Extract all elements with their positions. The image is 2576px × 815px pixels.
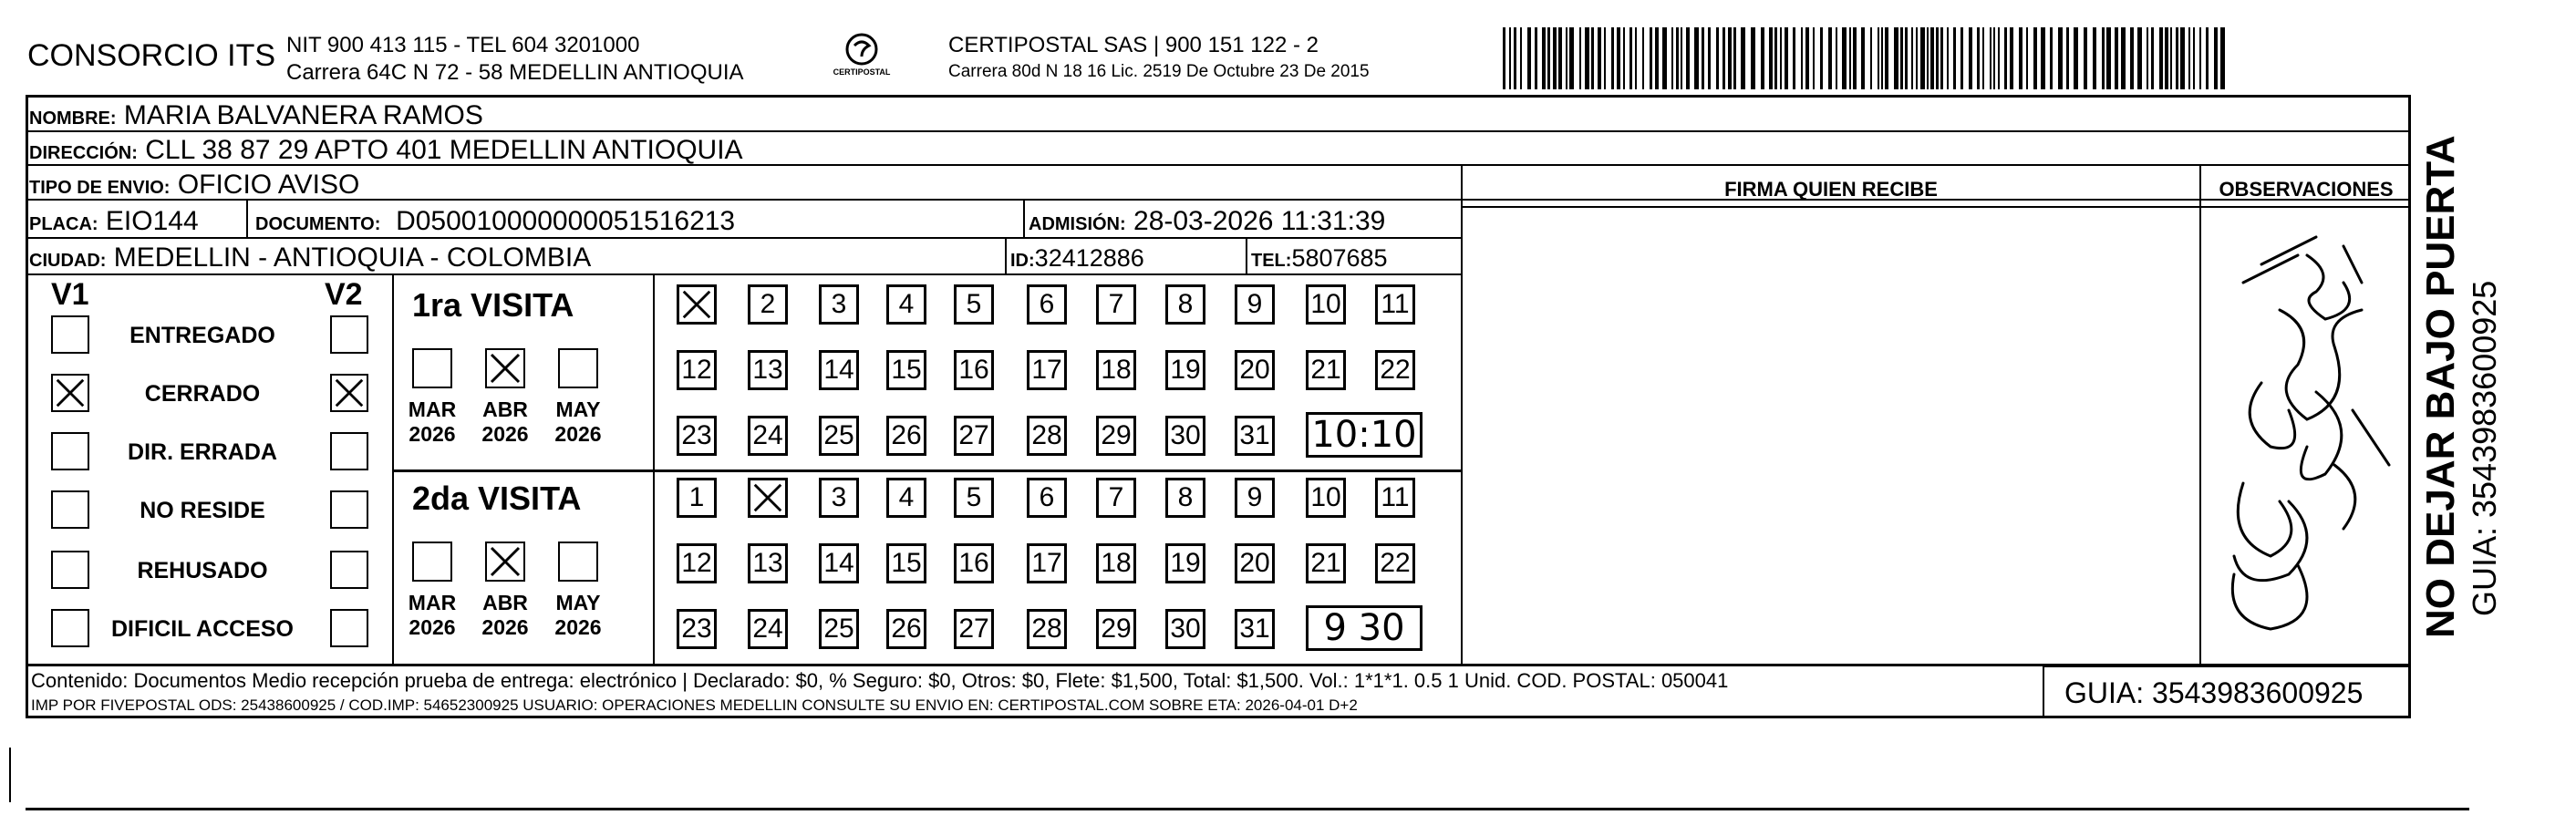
visit-title: 2da VISITA — [412, 480, 582, 517]
visit-month-label: MAY 2026 — [554, 591, 602, 639]
v2-checkbox-2[interactable] — [330, 374, 368, 412]
visit-day-box[interactable]: 12 — [677, 543, 717, 583]
visit-month-label: MAY 2026 — [554, 397, 602, 446]
visit-day-box[interactable]: 13 — [748, 543, 788, 583]
visit-day-box[interactable]: 29 — [1096, 416, 1136, 456]
id-row: ID:32412886 — [1010, 244, 1144, 272]
status-label: REHUSADO — [137, 558, 268, 583]
visit-day-box[interactable]: 8 — [1165, 284, 1205, 325]
visit-day-box[interactable]: 16 — [954, 350, 994, 390]
visit-day-box[interactable]: 24 — [748, 416, 788, 456]
visit-day-box[interactable]: 31 — [1235, 609, 1275, 649]
visit-day-box[interactable]: 11 — [1375, 478, 1415, 518]
tel-row: TEL:5807685 — [1251, 244, 1388, 272]
visit-day-box[interactable]: 28 — [1027, 609, 1067, 649]
carrier-name: CERTIPOSTAL SAS | 900 151 122 - 2 — [948, 33, 1319, 57]
v1-header: V1 — [51, 277, 89, 312]
visit-month-checkbox[interactable] — [485, 542, 525, 582]
company-address: Carrera 64C N 72 - 58 MEDELLIN ANTIOQUIA — [286, 60, 744, 85]
visit-day-box[interactable]: 6 — [1027, 284, 1067, 325]
visit-month-label: MAR 2026 — [408, 397, 457, 446]
visit-day-box[interactable]: 7 — [1096, 284, 1136, 325]
visit-day-box[interactable]: 17 — [1027, 350, 1067, 390]
visit-day-box[interactable]: 30 — [1165, 609, 1205, 649]
tipo-envio-row: TIPO DE ENVIO: OFICIO AVISO — [29, 170, 360, 200]
visit-day-box[interactable]: 14 — [819, 543, 859, 583]
status-label: NO RESIDE — [140, 498, 265, 523]
company-nit: NIT 900 413 115 - TEL 604 3201000 — [286, 33, 640, 57]
tel-value: 5807685 — [1291, 244, 1388, 272]
status-label: DIR. ERRADA — [128, 439, 277, 465]
v2-checkbox-3[interactable] — [330, 432, 368, 470]
carrier-address: Carrera 80d N 18 16 Lic. 2519 De Octubre 23 De 2015 — [948, 62, 1370, 81]
status-label: ENTREGADO — [129, 323, 275, 348]
visit-day-box[interactable]: 22 — [1375, 350, 1415, 390]
barcode — [1503, 27, 2225, 89]
guia-box-text: GUIA: 3543983600925 — [2064, 676, 2364, 709]
visit-day-box[interactable]: 18 — [1096, 543, 1136, 583]
visit-time-box[interactable]: 9 30 — [1306, 605, 1422, 651]
cut-line — [26, 808, 2469, 810]
visit-day-box[interactable]: 5 — [954, 284, 994, 325]
tipo-envio-value: OFICIO AVISO — [177, 170, 360, 200]
nombre-value: MARIA BALVANERA RAMOS — [123, 100, 483, 130]
ciudad-row: CIUDAD: MEDELLIN - ANTIOQUIA - COLOMBIA — [29, 242, 592, 273]
visit-day-box[interactable]: 3 — [819, 284, 859, 325]
visit-day-box[interactable]: 22 — [1375, 543, 1415, 583]
visit-day-box[interactable]: 14 — [819, 350, 859, 390]
v2-checkbox-1[interactable] — [330, 315, 368, 354]
visit-day-box[interactable]: 19 — [1165, 543, 1205, 583]
visit-day-box[interactable]: 3 — [819, 478, 859, 518]
visit-day-box[interactable]: 12 — [677, 350, 717, 390]
side-guia: GUIA: 3543983600925 — [2466, 280, 2503, 616]
observaciones-header: OBSERVACIONES — [2219, 178, 2394, 201]
footer-contenido: Contenido: Documentos Medio recepción prueba de entrega: electrónico | Declarado: $0, % Seguro: $0, Otros: $0, Flete: $1,500, Total: $1,500. Vol.: 1*1*1. 0.5 1 Unid. COD. POSTAL: 050041 — [31, 669, 1729, 692]
visit-day-box[interactable]: 21 — [1306, 543, 1346, 583]
visit-day-box[interactable]: 6 — [1027, 478, 1067, 518]
visit-day-box[interactable]: 4 — [886, 284, 926, 325]
visit-day-box[interactable]: 1 — [677, 478, 717, 518]
visit-day-box[interactable]: 25 — [819, 416, 859, 456]
visit-day-box[interactable]: 9 — [1235, 478, 1275, 518]
v1-checkbox-1[interactable] — [51, 315, 89, 354]
visit-day-box[interactable]: 13 — [748, 350, 788, 390]
v1-checkbox-5[interactable] — [51, 551, 89, 589]
visit-day-box[interactable]: 31 — [1235, 416, 1275, 456]
placa-value: EIO144 — [105, 206, 199, 236]
id-value: 32412886 — [1034, 244, 1144, 272]
visit-day-box[interactable]: 18 — [1096, 350, 1136, 390]
certipostal-logo: CERTIPOSTAL — [830, 29, 894, 84]
v1-checkbox-6[interactable] — [51, 609, 89, 647]
visit-day-box[interactable]: 24 — [748, 609, 788, 649]
visit-day-box[interactable]: 15 — [886, 543, 926, 583]
v2-checkbox-6[interactable] — [330, 609, 368, 647]
visit-title: 1ra VISITA — [412, 286, 574, 324]
visit-day-box[interactable]: 16 — [954, 543, 994, 583]
visit-day-box[interactable]: 27 — [954, 416, 994, 456]
visit-day-box[interactable]: 27 — [954, 609, 994, 649]
visit-day-box[interactable]: 4 — [886, 478, 926, 518]
visit-month-checkbox[interactable] — [558, 542, 598, 582]
v2-checkbox-5[interactable] — [330, 551, 368, 589]
footer-imp: IMP POR FIVEPOSTAL ODS: 25438600925 / COD.IMP: 54652300925 USUARIO: OPERACIONES MEDELLIN CONSULTE SU ENVIO EN: CERTIPOSTAL.COM SOBRE ETA: 2026-04-01 D+2 — [31, 696, 1358, 714]
visit-day-box[interactable]: 10 — [1306, 478, 1346, 518]
visit-day-box[interactable]: 19 — [1165, 350, 1205, 390]
visit-day-box[interactable] — [677, 284, 717, 325]
visit-month-label: ABR 2026 — [481, 397, 529, 446]
visit-day-box[interactable]: 15 — [886, 350, 926, 390]
visit-day-box[interactable]: 30 — [1165, 416, 1205, 456]
visit-day-box[interactable]: 29 — [1096, 609, 1136, 649]
firma-header: FIRMA QUIEN RECIBE — [1724, 178, 1938, 201]
visit-month-label: ABR 2026 — [481, 591, 529, 639]
visit-day-box[interactable]: 11 — [1375, 284, 1415, 325]
v2-checkbox-4[interactable] — [330, 490, 368, 529]
direccion-row: DIRECCIÓN: CLL 38 87 29 APTO 401 MEDELLIN ANTIOQUIA — [29, 135, 743, 165]
visit-day-box[interactable]: 21 — [1306, 350, 1346, 390]
visit-time-box[interactable]: 10:10 — [1306, 412, 1422, 458]
v1-checkbox-3[interactable] — [51, 432, 89, 470]
handwritten-observation — [2207, 210, 2407, 647]
visit-month-label: MAR 2026 — [408, 591, 457, 639]
visit-day-box[interactable]: 23 — [677, 416, 717, 456]
documento-row: DOCUMENTO: D050010000000051516213 — [255, 206, 736, 236]
status-label: DIFICIL ACCESO — [110, 616, 294, 642]
visit-day-box[interactable]: 17 — [1027, 543, 1067, 583]
visit-day-box[interactable]: 26 — [886, 609, 926, 649]
documento-value: D050010000000051516213 — [396, 206, 736, 236]
visit-day-box[interactable]: 7 — [1096, 478, 1136, 518]
v1-checkbox-2[interactable] — [51, 374, 89, 412]
visit-month-checkbox[interactable] — [558, 348, 598, 388]
visit-day-box[interactable]: 9 — [1235, 284, 1275, 325]
visit-month-checkbox[interactable] — [412, 542, 452, 582]
v1-checkbox-4[interactable] — [51, 490, 89, 529]
visit-day-box[interactable]: 26 — [886, 416, 926, 456]
admision-row: ADMISIÓN: 28-03-2026 11:31:39 — [1029, 206, 1386, 236]
status-label: CERRADO — [144, 381, 261, 407]
visit-day-box[interactable] — [748, 478, 788, 518]
admision-value: 28-03-2026 11:31:39 — [1133, 206, 1386, 236]
v2-header: V2 — [325, 277, 363, 312]
visit-day-box[interactable]: 25 — [819, 609, 859, 649]
visit-day-box[interactable]: 10 — [1306, 284, 1346, 325]
visit-day-box[interactable]: 23 — [677, 609, 717, 649]
visit-day-box[interactable]: 2 — [748, 284, 788, 325]
ciudad-value: MEDELLIN - ANTIOQUIA - COLOMBIA — [113, 242, 592, 273]
visit-day-box[interactable]: 20 — [1235, 543, 1275, 583]
visit-day-box[interactable]: 5 — [954, 478, 994, 518]
visit-day-box[interactable]: 8 — [1165, 478, 1205, 518]
nombre-row: NOMBRE: MARIA BALVANERA RAMOS — [29, 100, 483, 130]
visit-month-checkbox[interactable] — [485, 348, 525, 388]
visit-month-checkbox[interactable] — [412, 348, 452, 388]
direccion-value: CLL 38 87 29 APTO 401 MEDELLIN ANTIOQUIA — [145, 135, 743, 165]
visit-day-box[interactable]: 20 — [1235, 350, 1275, 390]
placa-row: PLACA: EIO144 — [29, 206, 199, 236]
company-name: CONSORCIO ITS — [27, 38, 276, 73]
visit-day-box[interactable]: 28 — [1027, 416, 1067, 456]
no-dejar-bajo-puerta: NO DEJAR BAJO PUERTA — [2418, 135, 2463, 638]
